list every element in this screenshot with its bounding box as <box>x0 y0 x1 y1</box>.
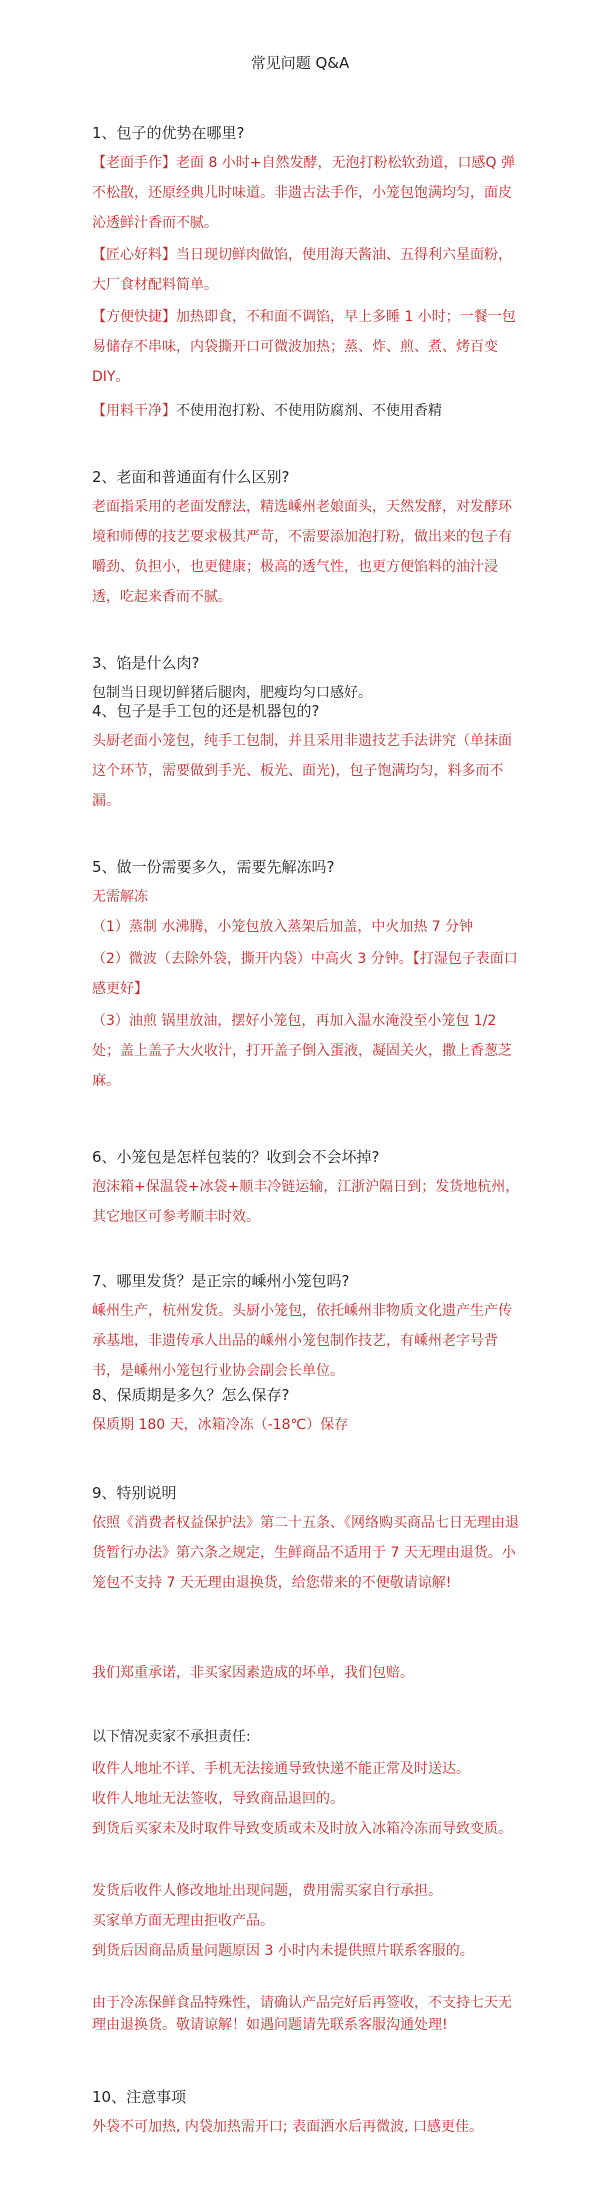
q9-exempt-heading: 以下情况卖家不承担责任: <box>92 1729 251 1745</box>
q6-heading: 6、小笼包是怎样包装的？收到会不会坏掉? <box>92 1148 380 1166</box>
q9-law: 依照《消费者权益保护法》第二十五条、《网络购买商品七日无理由退货暂行办法》第六条之规定，生鲜商品不适用于 7 天无理由退货。小笼包不支持 7 天无理由退换货，给您带来的不便敬请谅解! <box>92 1515 519 1591</box>
q5-step-2: （2）微波（去除外袋，撕开内袋）中高火 3 分钟。【打湿包子表面口感更好】 <box>92 951 518 997</box>
q9-exempt-4: 发货后收件人修改地址出现问题，费用需买家自行承担。 <box>92 1883 442 1899</box>
q9-exempt-3: 到货后买家未及时取件导致变质或未及时放入冰箱冷冻而导致变质。 <box>92 1821 512 1837</box>
q5-step-1: （1）蒸制 水沸腾，小笼包放入蒸架后加盖，中火加热 7 分钟 <box>92 919 474 935</box>
q1-item-4 <box>92 396 520 426</box>
q10-answer: 外袋不可加热, 内袋加热需开口; 表面洒水后再微波, 口感更佳。 <box>92 2119 483 2135</box>
q1-item-2 <box>92 240 520 300</box>
q1-item-1 <box>92 148 520 238</box>
q9-exempt-1: 收件人地址不详、手机无法接通导致快递不能正常及时送达。 <box>92 1761 470 1777</box>
q4-heading: 4、包子是手工包的还是机器包的? <box>92 702 320 720</box>
q1-item-3-tag: 【方便快捷】 <box>92 309 176 325</box>
q1-item-3-text: 加热即食，不和面不调馅，早上多睡 1 小时；一餐一包易储存不串味，内袋撕开口可微波加热；蒸、炸、煎、煮、烤百变 DIY。 <box>92 309 516 385</box>
q5-lead: 无需解冻 <box>92 889 148 905</box>
q9-exempt-5: 买家单方面无理由拒收产品。 <box>92 1913 274 1929</box>
q8-answer: 保质期 180 天，冰箱冷冻（-18℃）保存 <box>92 1417 349 1433</box>
q3-heading: 3、馅是什么肉? <box>92 654 200 672</box>
q9-final-note: 由于冷冻保鲜食品特殊性，请确认产品完好后再签收，不支持七天无理由退换货。敬请谅解！如遇问题请先联系客服沟通处理! <box>92 1995 512 2033</box>
q9-promise: 我们郑重承诺，非买家因素造成的坏单，我们包赔。 <box>92 1665 414 1681</box>
q1-item-2-tag: 【匠心好料】 <box>92 247 176 263</box>
q9-exempt-2: 收件人地址无法签收，导致商品退回的。 <box>92 1791 344 1807</box>
q1-item-4-tag: 【用料干净】 <box>92 403 176 419</box>
q5-heading: 5、做一份需要多久，需要先解冻吗? <box>92 858 335 876</box>
q7-heading: 7、哪里发货？是正宗的嵊州小笼包吗? <box>92 1272 350 1290</box>
q1-item-1-text: 老面 8 小时+自然发酵，无泡打粉松软劲道，口感Q 弹不松散，还原经典儿时味道。非遗古法手作，小笼包饱满均匀，面皮沁透鲜汁香而不腻。 <box>92 155 516 231</box>
q1-item-3 <box>92 302 520 392</box>
q1-item-4-text: 不使用泡打粉、不使用防腐剂、不使用香精 <box>176 403 442 419</box>
page-title: 常见问题 Q&A <box>250 54 350 72</box>
q1-item-2-text: 当日现切鲜肉做馅，使用海天酱油、五得利六星面粉，大厂食材配料简单。 <box>92 247 512 293</box>
q9-heading: 9、特别说明 <box>92 1484 177 1502</box>
q4-answer: 头厨老面小笼包，纯手工包制，并且采用非遗技艺手法讲究（单抹面这个环节，需要做到手光、板光、面光)，包子饱满均匀，料多而不漏。 <box>92 733 512 809</box>
q8-heading: 8、保质期是多久？怎么保存? <box>92 1386 290 1404</box>
q6-answer: 泡沫箱+保温袋+冰袋+顺丰冷链运输，江浙沪隔日到；发货地杭州，其它地区可参考顺丰时效。 <box>92 1179 520 1225</box>
q3-answer: 包制当日现切鲜猪后腿肉，肥瘦均匀口感好。 <box>92 685 372 701</box>
q5-step-3: （3）油煎 锅里放油，摆好小笼包，再加入温水淹没至小笼包 1/2 处；盖上盖子大火收汁，打开盖子倒入蛋液，凝固关火，撒上香葱芝麻。 <box>92 1013 512 1089</box>
q7-answer: 嵊州生产，杭州发货。头厨小笼包，依托嵊州非物质文化遗产生产传承基地，非遗传承人出品的嵊州小笼包制作技艺，有嵊州老字号背书，是嵊州小笼包行业协会副会长单位。 <box>92 1303 512 1379</box>
q2-answer: 老面指采用的老面发酵法，精选嵊州老娘面头，天然发酵，对发酵环境和师傅的技艺要求极其严苛，不需要添加泡打粉，做出来的包子有嚼劲、负担小，也更健康；极高的透气性，也更方便馅料的油汁浸透，吃起来香而不腻。 <box>92 499 512 605</box>
q2-heading: 2、老面和普通面有什么区别? <box>92 468 290 486</box>
q1-heading: 1、包子的优势在哪里? <box>92 124 245 142</box>
q10-heading: 10、注意事项 <box>92 2088 187 2106</box>
q9-exempt-6: 到货后因商品质量问题原因 3 小时内未提供照片联系客服的。 <box>92 1943 474 1959</box>
q1-item-1-tag: 【老面手作】 <box>92 155 176 171</box>
